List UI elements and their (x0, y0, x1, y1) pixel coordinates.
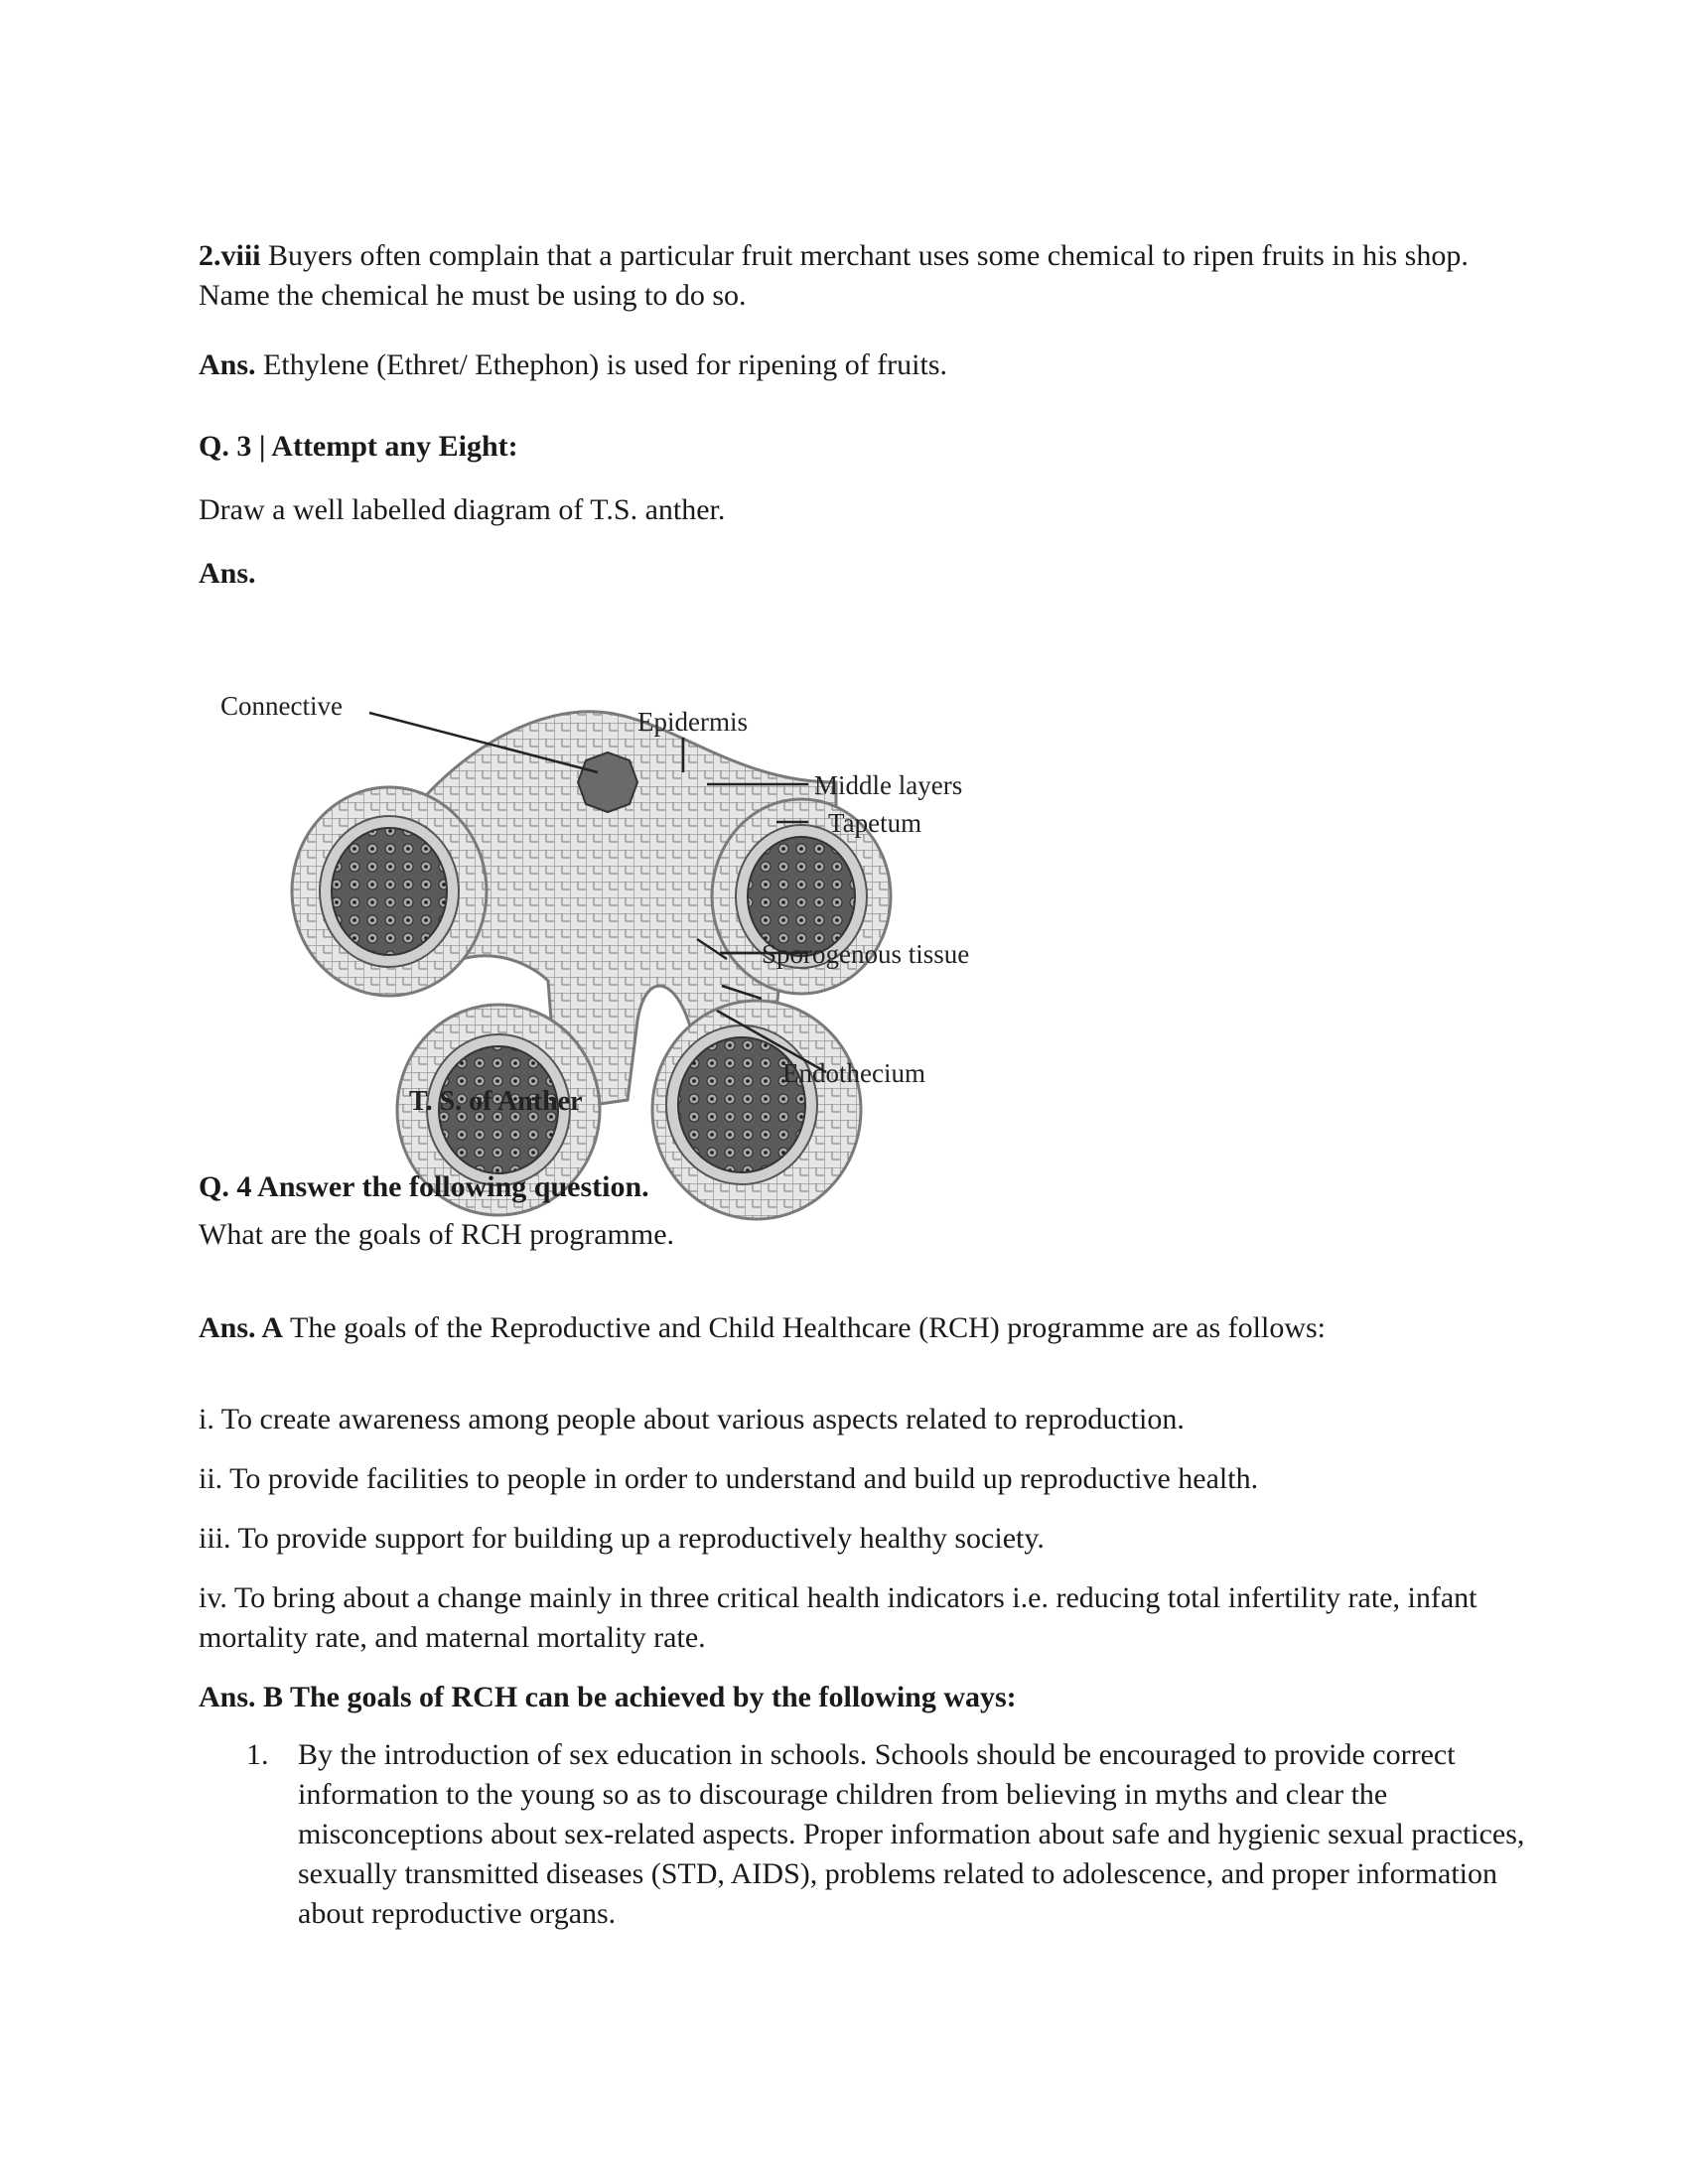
anther-diagram (220, 643, 1174, 1368)
question-4-heading: Q. 4 Answer the following question. (199, 1170, 649, 1203)
goal-item: ii. To provide facilities to people in order to understand and build up reproductive health. (199, 1462, 1259, 1495)
label-middle-layers: Middle layers (814, 770, 963, 800)
answer-a-label: Ans. A (199, 1311, 284, 1344)
question-3-text: Draw a well labelled diagram of T.S. anther. (199, 493, 726, 526)
answer-b-heading: Ans. B The goals of RCH can be achieved by the following ways: (199, 1681, 1017, 1713)
figure-caption: T. S. of Anther (409, 1086, 583, 1117)
answer-a-text: The goals of the Reproductive and Child Healthcare (RCH) programme are as follows: (283, 1311, 1327, 1344)
goal-item: iii. To provide support for building up a reproductively healthy society. (199, 1522, 1045, 1555)
goal-item: iv. To bring about a change mainly in three critical health indicators i.e. reducing total infertility rate, infant mortality rate, and maternal mortality rate. (199, 1581, 1477, 1654)
question-4-text: What are the goals of RCH programme. (199, 1218, 675, 1251)
anther-diagram-svg (220, 643, 1174, 1368)
list-item-text: By the introduction of sex education in schools. Schools should be encouraged to provide correct information to the young so as to discourage children from believing in myths and clear the misconceptions about sex-related aspects. Proper information about safe and hygienic sexual practices, sexually transmitted diseases (STD, AIDS), problems related to adolescence, and proper information about reproductive organs. (298, 1738, 1525, 1930)
question-2-viii (199, 236, 1519, 316)
question-3-heading: Q. 3 | Attempt any Eight: (199, 430, 518, 463)
vascular-bundle (578, 752, 637, 812)
label-endothecium: Endothecium (782, 1058, 925, 1088)
lobe-top-left (292, 787, 487, 996)
answer-2-viii (199, 345, 947, 385)
answer-a (199, 1308, 1519, 1348)
goal-item: i. To create awareness among people about various aspects related to reproduction. (199, 1403, 1185, 1435)
label-tapetum: Tapetum (828, 808, 922, 838)
answer-text: Ethylene (Ethret/ Ethephon) is used for ripening of fruits. (255, 348, 948, 381)
question-text: Buyers often complain that a particular fruit merchant uses some chemical to ripen fruits in his shop. Name the chemical he must be using to do so. (199, 239, 1469, 312)
question-number: 2.viii (199, 239, 261, 272)
answer-label: Ans. (199, 348, 256, 381)
answer-3-label: Ans. (199, 557, 256, 590)
list-item-number: 1. (246, 1738, 269, 1771)
label-epidermis: Epidermis (637, 707, 748, 737)
label-connective: Connective (220, 691, 343, 721)
label-sporogenous-tissue: Sporogenous tissue (762, 939, 970, 969)
